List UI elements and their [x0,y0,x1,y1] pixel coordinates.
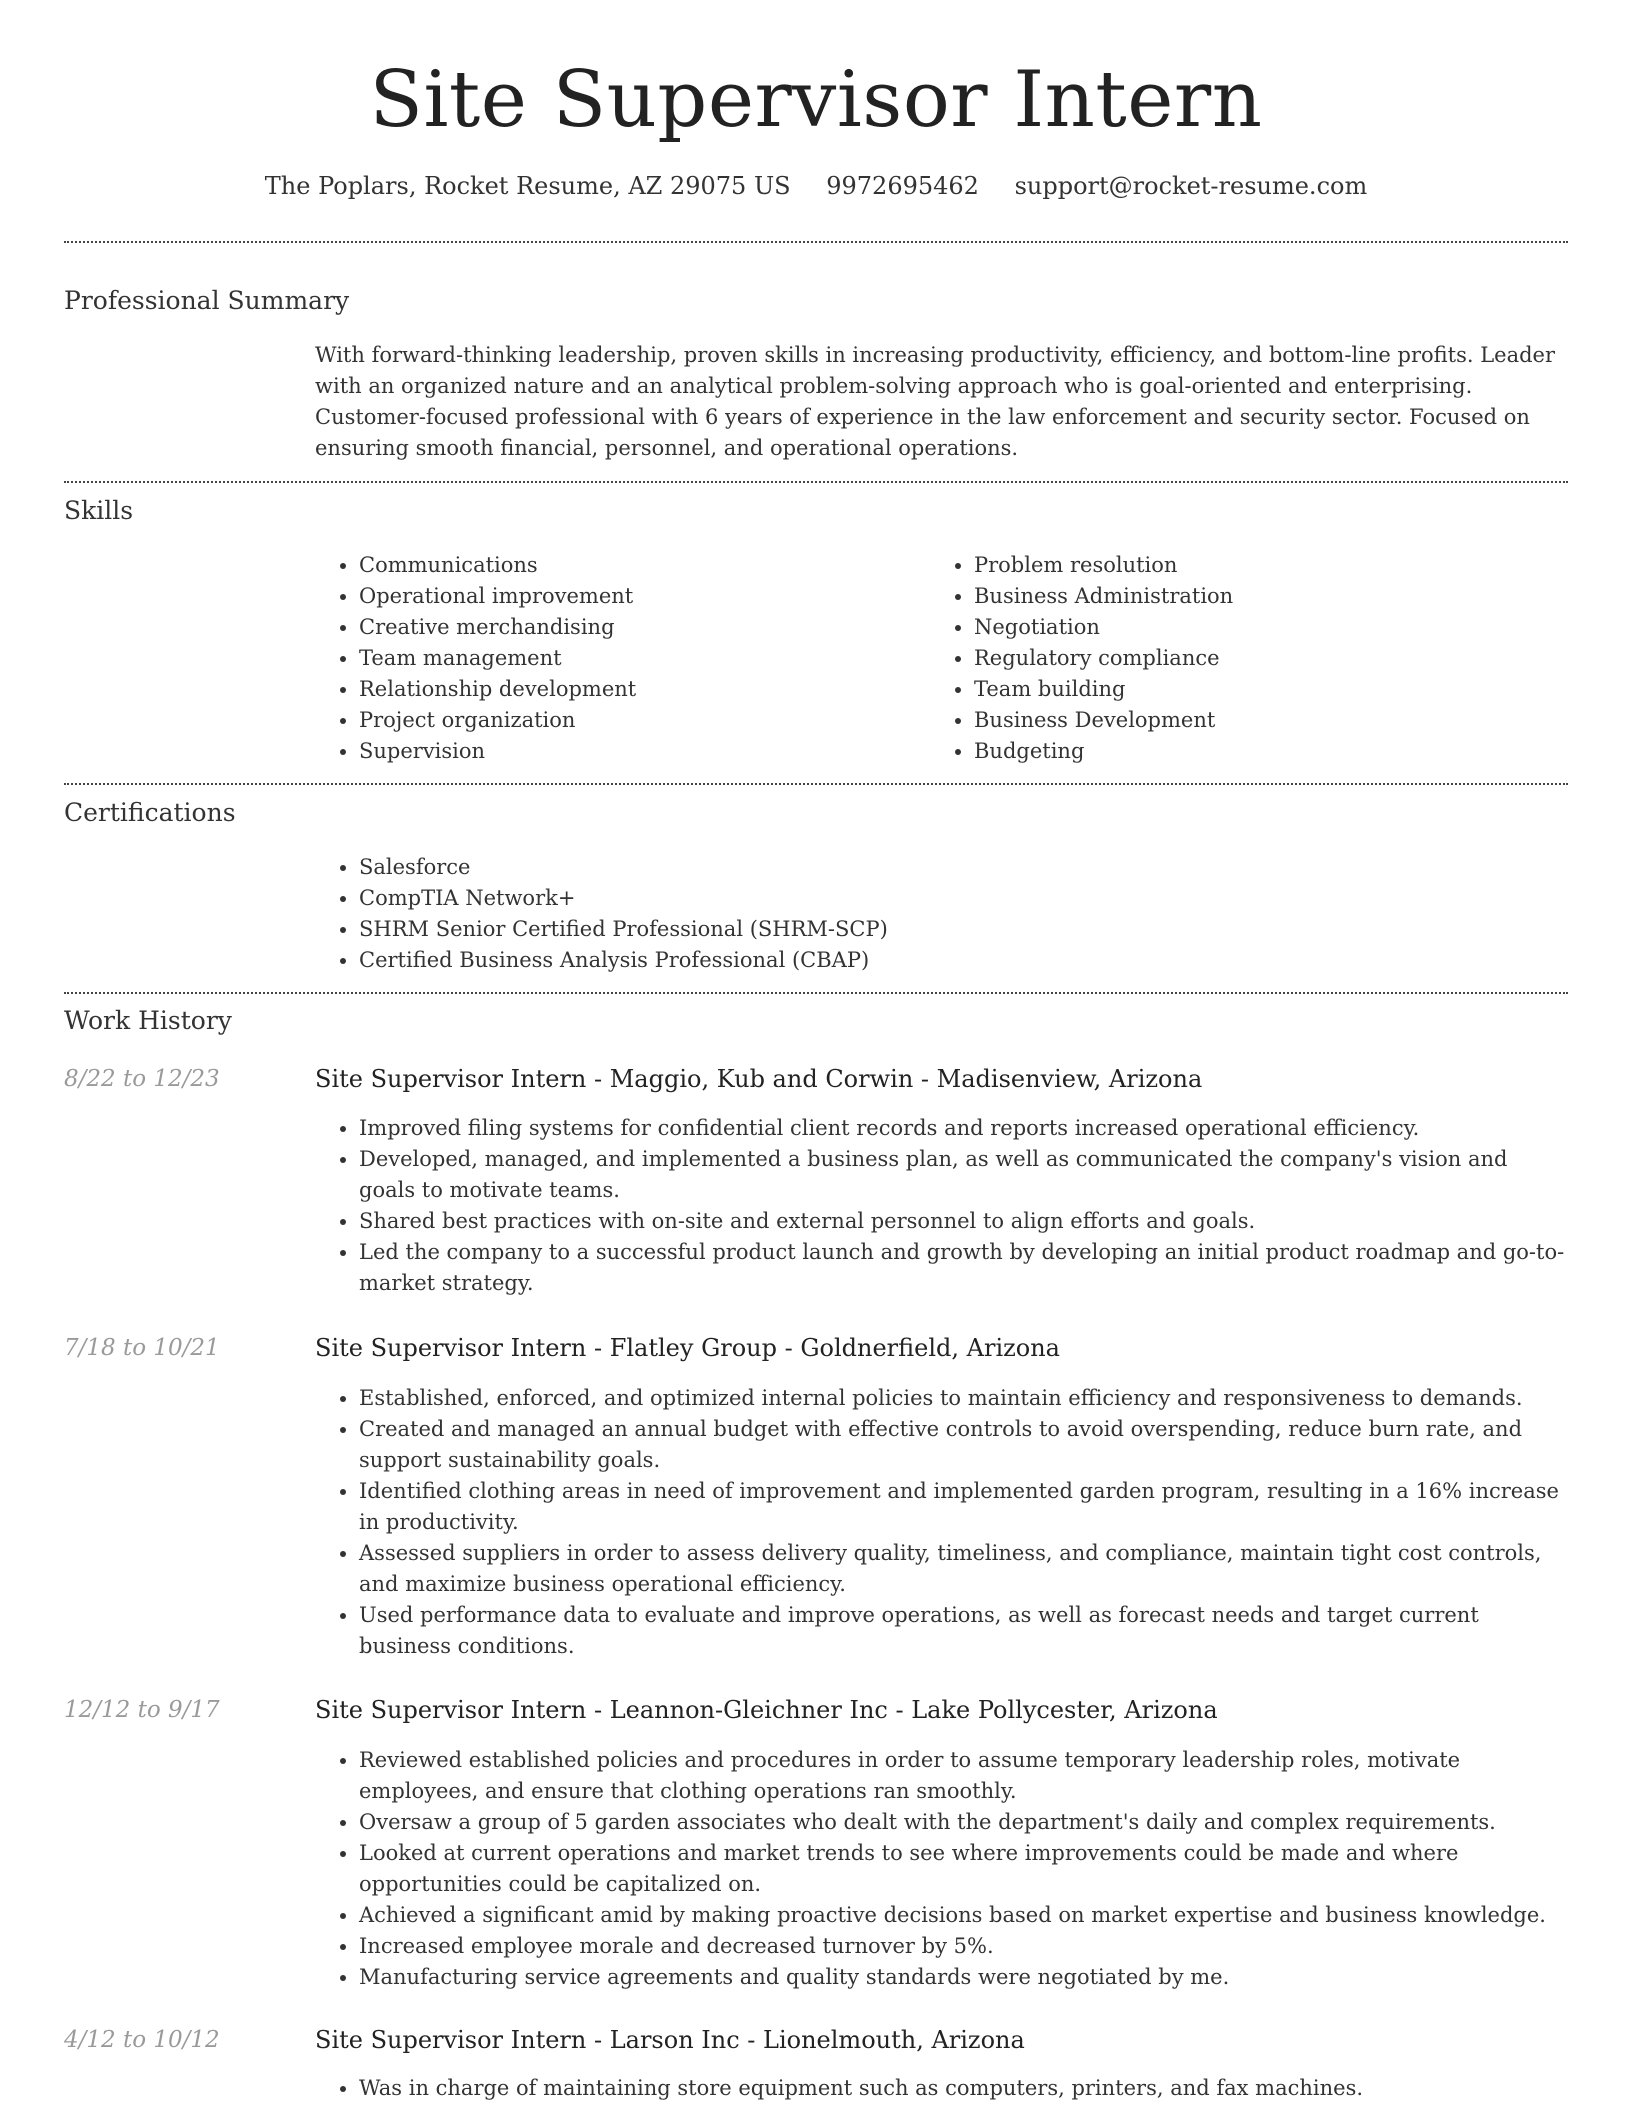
job-bullet-list [315,1113,1565,1299]
section-title-skills: Skills [64,496,134,525]
skill-item: • Relationship development [359,674,636,705]
job-bullet: • Manufacturing service agreements and quality standards were negotiated by me. [359,1962,1565,1993]
skill-item: • Team management [359,643,636,674]
contact-phone: 9972695462 [826,172,979,200]
job-bullet-list [315,1383,1565,1662]
job-bullet: • Reviewed established policies and procedures in order to assume temporary leadership roles, motivate employees, and ensure that clothing operations ran smoothly. [359,1745,1565,1807]
certifications-list [315,852,888,976]
contact-email: support@rocket-resume.com [1014,172,1368,200]
skills-list-left [315,550,636,767]
job-bullet: • Achieved a significant amid by making proactive decisions based on market expertise and business knowledge. [359,1900,1565,1931]
job-bullet: • Shared best practices with on-site and external personnel to align efforts and goals. [359,1206,1565,1237]
divider [64,992,1568,994]
skill-item: • Business Administration [974,581,1233,612]
job-title: Site Supervisor Intern - Larson Inc - Lionelmouth, Arizona [315,2026,1025,2054]
job-bullet: • Identified clothing areas in need of improvement and implemented garden program, resulting in a 16% increase in productivity. [359,1476,1565,1538]
job-dates: 12/12 to 9/17 [64,1697,220,1723]
job-bullet-list [315,1745,1565,1993]
job-dates: 4/12 to 10/12 [64,2027,220,2053]
skill-item: • Creative merchandising [359,612,636,643]
section-title-certifications: Certifications [64,798,236,827]
skills-list-right [930,550,1233,767]
divider [64,481,1568,483]
job-bullet: • Established, enforced, and optimized internal policies to maintain efficiency and responsiveness to demands. [359,1383,1565,1414]
job-bullet-list [315,2073,1565,2104]
resume-name: Site Supervisor Intern [369,55,1263,145]
certification-item: • CompTIA Network+ [359,883,888,914]
skill-item: • Supervision [359,736,636,767]
job-bullet: • Created and managed an annual budget with effective controls to avoid overspending, reduce burn rate, and support sustainability goals. [359,1414,1565,1476]
certification-item: • Certified Business Analysis Professional (CBAP) [359,945,888,976]
job-bullet: • Led the company to a successful product launch and growth by developing an initial product roadmap and go-to-market strategy. [359,1237,1565,1299]
skill-item: • Regulatory compliance [974,643,1233,674]
job-title: Site Supervisor Intern - Flatley Group - Goldnerfield, Arizona [315,1334,1060,1362]
job-bullet: • Improved filing systems for confidential client records and reports increased operational efficiency. [359,1113,1565,1144]
job-title: Site Supervisor Intern - Maggio, Kub and Corwin - Madisenview, Arizona [315,1065,1203,1093]
skill-item: • Negotiation [974,612,1233,643]
section-title-work-history: Work History [64,1006,232,1035]
divider [64,783,1568,785]
skill-item: • Business Development [974,705,1233,736]
certification-item: • Salesforce [359,852,888,883]
job-bullet: • Used performance data to evaluate and improve operations, as well as forecast needs and target current business conditions. [359,1600,1565,1662]
job-bullet: • Developed, managed, and implemented a business plan, as well as communicated the company's vision and goals to motivate teams. [359,1144,1565,1206]
job-bullet: • Was in charge of maintaining store equipment such as computers, printers, and fax machines. [359,2073,1565,2104]
skill-item: • Budgeting [974,736,1233,767]
contact-address: The Poplars, Rocket Resume, AZ 29075 US [264,172,791,200]
job-dates: 7/18 to 10/21 [64,1335,220,1361]
job-bullet: • Oversaw a group of 5 garden associates who dealt with the department's daily and complex requirements. [359,1807,1565,1838]
job-title: Site Supervisor Intern - Leannon-Gleichner Inc - Lake Pollycester, Arizona [315,1696,1218,1724]
job-bullet: • Increased employee morale and decreased turnover by 5%. [359,1931,1565,1962]
job-dates: 8/22 to 12/23 [64,1066,220,1092]
skill-item: • Team building [974,674,1233,705]
certification-item: • SHRM Senior Certified Professional (SHRM-SCP) [359,914,888,945]
contact-line [0,170,1632,202]
skill-item: • Communications [359,550,636,581]
summary-text: With forward-thinking leadership, proven skills in increasing productivity, efficiency, and bottom-line profits. Leader with an organized nature and an analytical problem-solving approach who is goal-oriented and enterprising. Customer-focused professional with 6 years of experience in the law enforcement and security sector. Focused on ensuring smooth financial, personnel, and operational operations. [315,343,1556,460]
job-bullet: • Looked at current operations and market trends to see where improvements could be made and where opportunities could be capitalized on. [359,1838,1565,1900]
skill-item: • Problem resolution [974,550,1233,581]
section-title-summary: Professional Summary [64,286,350,315]
job-bullet: • Assessed suppliers in order to assess delivery quality, timeliness, and compliance, maintain tight cost controls, and maximize business operational efficiency. [359,1538,1565,1600]
divider [64,241,1568,243]
skill-item: • Project organization [359,705,636,736]
skill-item: • Operational improvement [359,581,636,612]
